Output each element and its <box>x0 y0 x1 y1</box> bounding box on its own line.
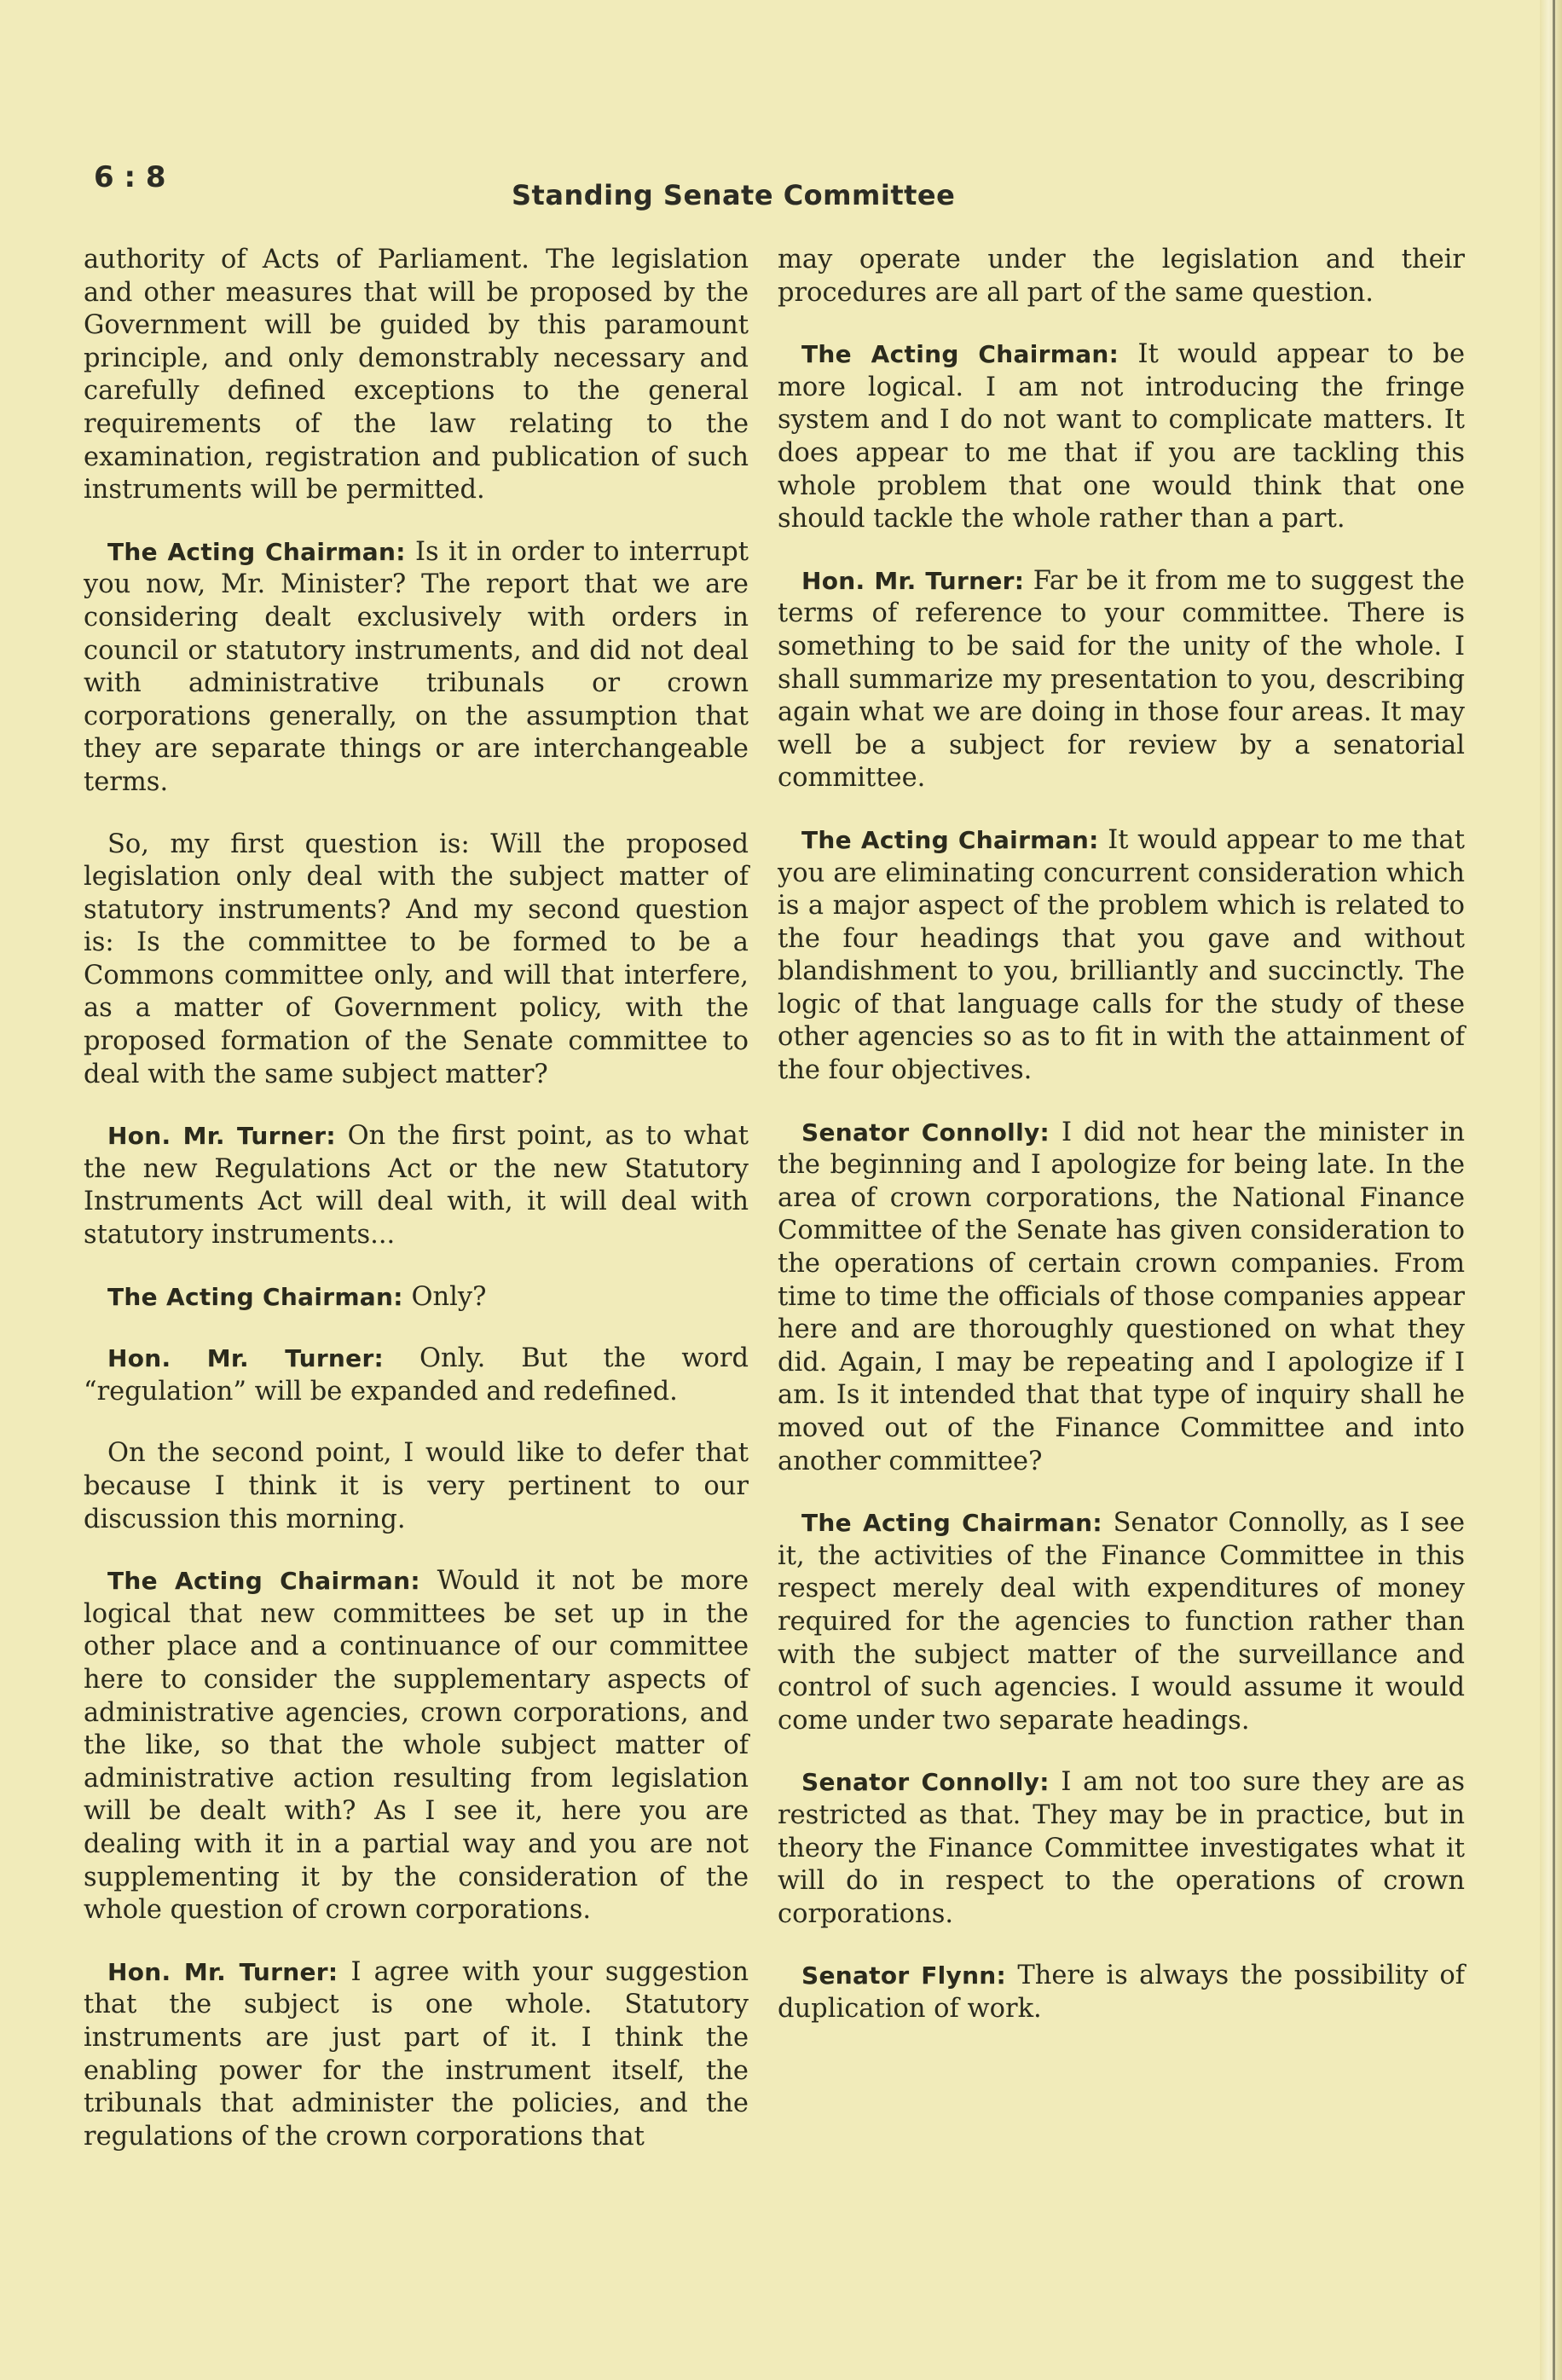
binding-edge-line <box>1553 0 1555 2380</box>
paragraph-text: It would appear to me that you are eliminating concurrent consideration which is a major aspect of the problem which is related to the four headings that you gave and without blandishment to you, brilliantly and succinctly. The logic of that language calls for the study of these other agencies so as to fit in with the attainment of the four objectives. <box>778 824 1465 1086</box>
speaker-label: The Acting Chairman: <box>107 1282 403 1311</box>
paragraph-text: Only? <box>411 1281 487 1312</box>
speaker-label: Hon. Mr. Turner: <box>107 1344 385 1373</box>
speaker-label: The Acting Chairman: <box>107 537 406 566</box>
paragraph-text: I agree with your suggestion that the subject is one whole. Statutory instruments are just part of it. I think the enabling power for the instrument itself, the tribunals that administer the policies, and the regulations of the crown corporations that <box>84 1956 749 2152</box>
paragraph-text: may operate under the legislation and their procedures are all part of the same question. <box>778 245 1465 308</box>
paragraph <box>778 244 1465 309</box>
paragraph-text: Only. But the word “regulation” will be expanded and redefined. <box>84 1343 749 1407</box>
speaker-label: Senator Connolly: <box>801 1768 1050 1797</box>
paragraph-text: Would it not be more logical that new committees be set up in the other place and a continuance of our committee here to consider the supplementary aspects of administrative agencies, crown corporations, and the like, so that the whole subject matter of administrative action resulting from legislation will be dealt with? As I see it, here you are dealing with it in a partial way and you are not supplementing it by the consideration of the whole question of crown corporations. <box>84 1566 749 1926</box>
paragraph <box>84 1120 749 1251</box>
speaker-label: The Acting Chairman: <box>801 340 1119 369</box>
right-column <box>778 244 1465 2055</box>
paragraph <box>778 1507 1465 1737</box>
speaker-label: The Acting Chairman: <box>801 1509 1102 1538</box>
speaker-label: Senator Connolly: <box>801 1118 1050 1147</box>
paragraph <box>778 565 1465 795</box>
paragraph-text: Far be it from me to suggest the terms of reference to your committee. There is something to be said for the unity of the whole. I shall summarize my presentation to you, describing again what we are doing in those four areas. It may well be a subject for review by a senatorial committee. <box>778 565 1465 794</box>
paragraph <box>84 244 749 507</box>
paragraph-text: On the second point, I would like to defer that because I think it is very pertinent to our discussion this morning. <box>84 1438 749 1534</box>
paragraph-text: There is always the possibility of duplication of work. <box>778 1961 1466 2024</box>
paragraph-text: I am not too sure they are as restricted as that. They may be in practice, but in theory the Finance Committee investigates what it will do in respect to the operations of crown corporations. <box>778 1767 1465 1929</box>
paragraph <box>84 1437 749 1536</box>
paragraph <box>84 1281 749 1314</box>
paragraph <box>778 1117 1465 1479</box>
paragraph-text: So, my first question is: Will the proposed legislation only deal with the subject matter of statutory instruments? And my second question is: Is the committee to be formed to be a Commons committee only, and will that interfere, as a matter of Government policy, with the proposed formation of the Senate committee to deal with the same subject matter? <box>84 829 749 1089</box>
paragraph <box>778 824 1465 1088</box>
paragraph-text: On the first point, as to what the new Regulations Act or the new Statutory Instruments Act will deal with, it will deal with statutory instruments... <box>84 1121 749 1251</box>
paragraph <box>778 1766 1465 1931</box>
speaker-label: Senator Flynn: <box>801 1961 1007 1990</box>
paragraph-text: It would appear to be more logical. I am not introducing the fringe system and I do not want to complicate matters. It does appear to me that if you are tackling this whole problem that one would think that one should tackle the whole rather than a part. <box>778 339 1465 534</box>
speaker-label: Hon. Mr. Turner: <box>107 1122 336 1151</box>
speaker-label: The Acting Chairman: <box>801 825 1099 854</box>
running-head: Standing Senate Committee <box>512 179 956 211</box>
paragraph <box>84 536 749 800</box>
paragraph <box>84 1343 749 1408</box>
speaker-label: Hon. Mr. Turner: <box>107 1957 338 1986</box>
paragraph-text: Is it in order to interrupt you now, Mr. Minister? The report that we are considering dealt exclusively with orders in council or statutory instruments, and did not deal with administrative tribunals or crown corporations generally, on the assumption that they are separate things or are interchangeable terms. <box>84 536 749 797</box>
speaker-label: Hon. Mr. Turner: <box>801 566 1025 595</box>
left-column <box>84 244 749 2182</box>
speaker-label: The Acting Chairman: <box>107 1567 420 1596</box>
paragraph-text: I did not hear the minister in the beginning and I apologize for being late. In the area of crown corporations, the National Finance Committee of the Senate has given consideration to the operations of certain crown companies. From time to time the officials of those companies appear here and are thoroughly questioned on what they did. Again, I may be repeating and I apologize if I am. Is it intended that that type of inquiry shall he moved out of the Finance Committee and into another committee? <box>778 1117 1466 1476</box>
paragraph <box>778 1960 1465 2025</box>
paragraph-text: Senator Connolly, as I see it, the activities of the Finance Committee in this respect merely deal with expenditures of money required for the agencies to function rather than with the subject matter of the surveillance and control of such agencies. I would assume it would come under two separate headings. <box>778 1508 1465 1736</box>
page-edge <box>1540 0 1562 2380</box>
paragraph-text: authority of Acts of Parliament. The legislation and other measures that will be proposed by the Government will be guided by this paramount principle, and only demonstrably necessary and carefully defined exceptions to the general requirements of the law relating to the examination, registration and publication of such instruments will be permitted. <box>84 245 749 505</box>
paragraph <box>778 338 1465 536</box>
paragraph <box>84 1565 749 1927</box>
page-number: 6 : 8 <box>94 160 166 194</box>
paragraph <box>84 829 749 1092</box>
paragraph <box>84 1956 749 2154</box>
